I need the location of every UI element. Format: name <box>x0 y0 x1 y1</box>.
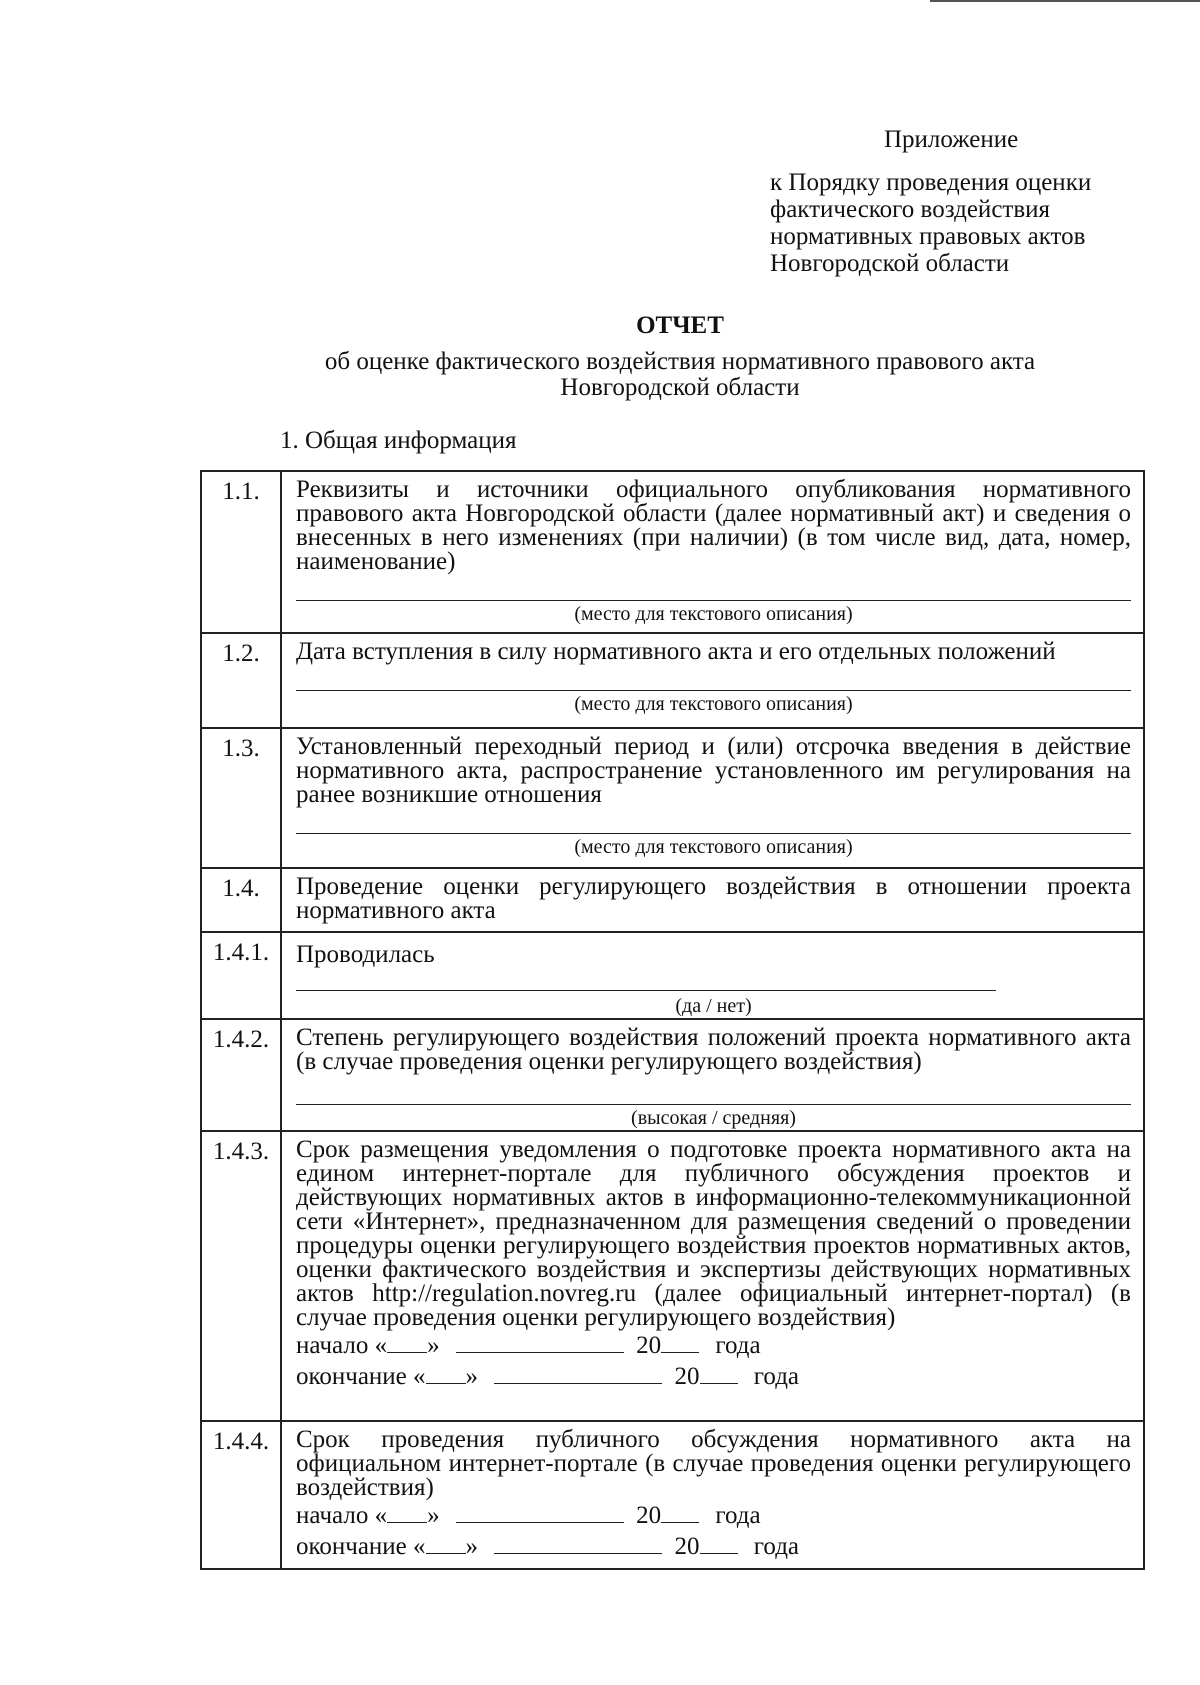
century: 20 <box>674 1533 700 1560</box>
end-month-field[interactable] <box>494 1531 662 1554</box>
appendix-label: Приложение <box>884 126 1019 153</box>
start-label: начало « <box>296 1332 388 1359</box>
yes-no-field[interactable] <box>296 970 996 991</box>
appendix-block <box>770 126 1091 277</box>
close-quote: » <box>465 1363 479 1390</box>
end-month-field[interactable] <box>494 1361 662 1384</box>
table-row <box>201 728 1144 868</box>
row-number: 1.4.1. <box>201 932 281 1019</box>
subtitle-line: Новгородской области <box>560 374 800 401</box>
fill-line[interactable] <box>296 690 1131 691</box>
document-subtitle <box>280 349 1080 401</box>
table-row <box>201 1019 1144 1131</box>
row-text: Степень регулирующего воздействия положений проекта нормативного акта (в случае проведения оценки регулирующего воздействия) <box>296 1024 1131 1075</box>
row-text: Дата вступления в силу нормативного акта и его отдельных положений <box>296 638 1056 665</box>
end-label: окончание « <box>296 1533 426 1560</box>
year-word: года <box>715 1502 761 1529</box>
appendix-line: фактического воздействия <box>770 196 1051 223</box>
section-heading: 1. Общая информация <box>280 427 517 454</box>
row-body <box>281 868 1144 932</box>
fill-line[interactable] <box>296 600 1131 601</box>
field-caption: (высокая / средняя) <box>631 1107 796 1129</box>
info-table <box>200 470 1145 1570</box>
century: 20 <box>636 1502 662 1529</box>
row-text: Срок размещения уведомления о подготовке проекта нормативного акта на едином интернет-портале для публичного обсуждения проектов и действующих нормативных актов в информационно-телекоммуникационной сети «Интернет», предназначенном для размещения сведений о проведении процедуры оценки регулирующего воздействия проектов нормативных актов, оценки фактического воздействия и экспертизы действующих нормативных актов http://regulation.novreg.ru (далее официальный интернет-портал) (в случае проведения оценки регулирующего воздействия) <box>296 1136 1131 1331</box>
table-row <box>201 1131 1144 1421</box>
row-number: 1.4. <box>201 868 281 932</box>
start-date-row <box>296 1500 1131 1531</box>
end-date-row <box>296 1531 1131 1562</box>
row-body <box>281 728 1144 868</box>
end-date-row <box>296 1361 1131 1392</box>
start-date-row <box>296 1330 1131 1361</box>
document-title: ОТЧЕТ <box>636 312 724 339</box>
year-word: года <box>753 1363 800 1390</box>
row-number: 1.4.3. <box>201 1131 281 1421</box>
start-month-field[interactable] <box>456 1330 624 1353</box>
start-month-field[interactable] <box>456 1500 624 1523</box>
table-row <box>201 633 1144 728</box>
row-number: 1.4.4. <box>201 1421 281 1569</box>
start-label: начало « <box>296 1502 388 1529</box>
row-number: 1.2. <box>201 633 281 728</box>
table-row <box>201 868 1144 932</box>
row-body <box>281 633 1144 728</box>
end-year-field[interactable] <box>700 1531 738 1554</box>
field-caption: (место для текстового описания) <box>574 603 853 625</box>
century: 20 <box>636 1332 662 1359</box>
row-text: Реквизиты и источники официального опубликования нормативного правового акта Новгородской области (далее нормативный акт) и сведения о внесенных в него изменениях (при наличии) (в том числе вид, дата, номер, наименование) <box>296 476 1131 575</box>
end-day-field[interactable] <box>426 1531 466 1554</box>
appendix-line: к Порядку проведения оценки <box>770 169 1092 196</box>
row-body <box>281 471 1144 633</box>
close-quote: » <box>427 1502 440 1529</box>
table-row <box>201 932 1144 1019</box>
end-label: окончание « <box>296 1363 426 1390</box>
year-word: года <box>753 1533 800 1560</box>
fill-line[interactable] <box>296 1104 1131 1105</box>
close-quote: » <box>427 1332 440 1359</box>
appendix-line: нормативных правовых актов <box>770 223 1086 250</box>
row-body <box>281 1131 1144 1421</box>
table-row <box>201 1421 1144 1569</box>
start-day-field[interactable] <box>387 1330 427 1353</box>
field-label: Проводилась <box>296 941 435 968</box>
row-number: 1.1. <box>201 471 281 633</box>
row-body <box>281 1019 1144 1131</box>
appendix-line: Новгородской области <box>770 250 1010 277</box>
end-year-field[interactable] <box>700 1361 738 1384</box>
row-number: 1.4.2. <box>201 1019 281 1131</box>
fill-line[interactable] <box>296 833 1131 834</box>
row-body <box>281 932 1144 1019</box>
subtitle-line: об оценке фактического воздействия нормативного правового акта <box>324 348 1036 375</box>
field-caption: (место для текстового описания) <box>574 836 853 858</box>
row-body <box>281 1421 1144 1569</box>
end-day-field[interactable] <box>426 1361 466 1384</box>
start-day-field[interactable] <box>387 1500 427 1523</box>
close-quote: » <box>465 1533 479 1560</box>
row-text: Срок проведения публичного обсуждения нормативного акта на официальном интернет-портале (в случае проведения оценки регулирующего воздействия) <box>296 1426 1131 1501</box>
row-text: Установленный переходный период и (или) отсрочка введения в действие нормативного акта, распространение установленного им регулирования на ранее возникшие отношения <box>296 733 1131 808</box>
scan-edge-line <box>930 0 1200 2</box>
start-year-field[interactable] <box>661 1500 699 1523</box>
row-text: Проведение оценки регулирующего воздействия в отношении проекта нормативного акта <box>296 873 1131 924</box>
year-word: года <box>715 1332 761 1359</box>
field-caption: (да / нет) <box>675 995 752 1017</box>
field-caption: (место для текстового описания) <box>574 693 853 715</box>
century: 20 <box>674 1363 700 1390</box>
table-row <box>201 471 1144 633</box>
row-number: 1.3. <box>201 728 281 868</box>
start-year-field[interactable] <box>661 1330 699 1353</box>
